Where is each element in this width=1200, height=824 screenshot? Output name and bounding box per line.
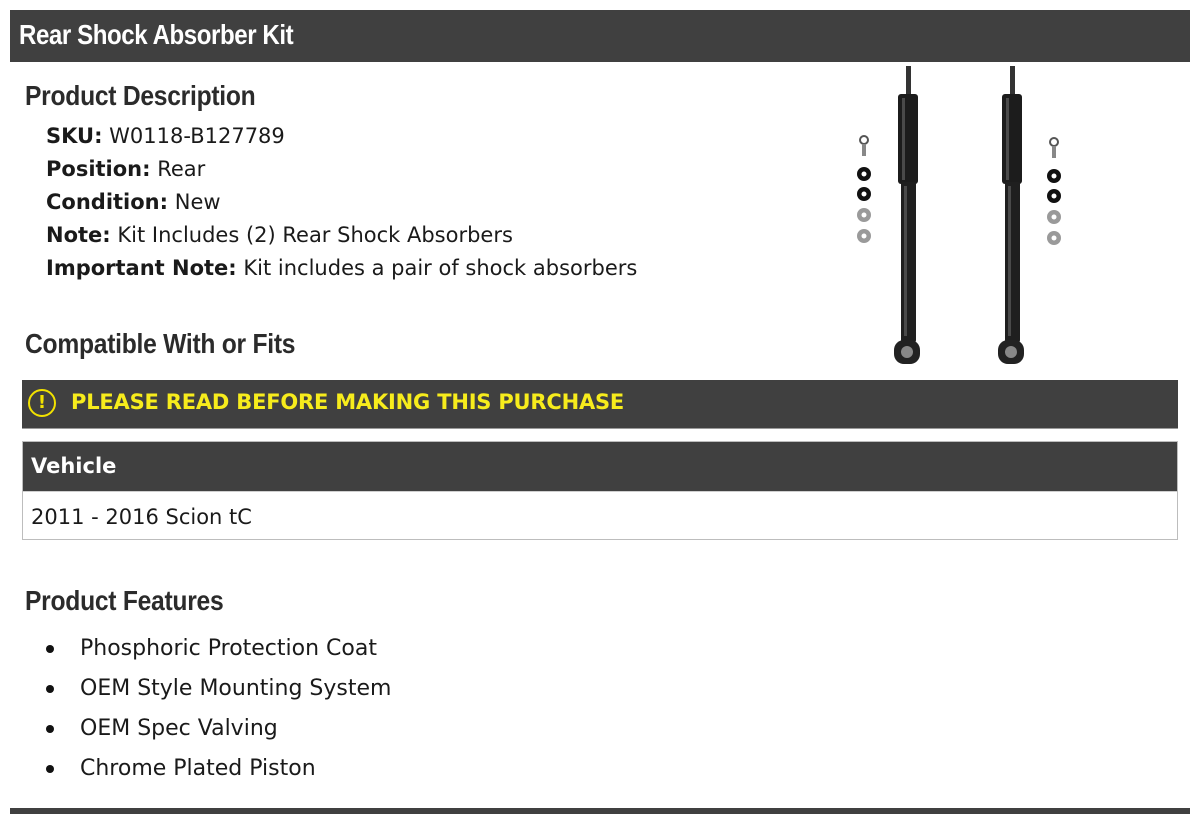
description-label: Condition: <box>46 190 169 214</box>
list-item <box>44 669 391 709</box>
shock-absorber-left-icon <box>894 66 920 364</box>
bullet-icon <box>46 765 54 773</box>
shock-absorber-pair-icon <box>840 62 1100 372</box>
feature-label: OEM Style Mounting System <box>80 676 392 701</box>
description-row-important-note <box>46 252 637 285</box>
compatibility-heading: Compatible With or Fits <box>25 328 296 359</box>
list-item <box>44 709 391 749</box>
feature-label: Chrome Plated Piston <box>80 756 316 781</box>
description-label: Note: <box>46 223 111 247</box>
description-value: New <box>174 190 221 214</box>
description-row-position <box>46 153 637 186</box>
description-row-condition <box>46 186 637 219</box>
vehicle-table-header: Vehicle <box>23 442 1177 491</box>
mounting-hardware-right-icon <box>1047 138 1061 245</box>
purchase-warning-banner <box>22 380 1178 428</box>
list-item <box>44 749 391 789</box>
description-row-note <box>46 219 637 252</box>
table-row: 2011 - 2016 Scion tC <box>23 491 1177 540</box>
vehicle-table <box>22 441 1178 540</box>
bullet-icon <box>46 725 54 733</box>
product-description-heading: Product Description <box>25 80 256 111</box>
warning-text: PLEASE READ BEFORE MAKING THIS PURCHASE <box>71 390 625 414</box>
mounting-hardware-left-icon <box>857 136 871 243</box>
description-value: Kit Includes (2) Rear Shock Absorbers <box>117 223 513 247</box>
description-row-sku <box>46 120 637 153</box>
warning-icon: ! <box>28 389 56 417</box>
feature-label: OEM Spec Valving <box>80 716 278 741</box>
bullet-icon <box>46 685 54 693</box>
description-label: Position: <box>46 157 151 181</box>
shock-absorber-right-icon <box>998 66 1024 364</box>
bullet-icon <box>46 645 54 653</box>
feature-label: Phosphoric Protection Coat <box>80 636 377 661</box>
description-value: Rear <box>157 157 206 181</box>
description-label: Important Note: <box>46 256 237 280</box>
bottom-divider <box>10 808 1190 814</box>
description-value: W0118-B127789 <box>109 124 285 148</box>
description-value: Kit includes a pair of shock absorbers <box>243 256 638 280</box>
title-bar <box>10 10 1190 62</box>
product-features-list <box>44 629 391 789</box>
page-title: Rear Shock Absorber Kit <box>19 19 294 50</box>
list-item <box>44 629 391 669</box>
product-description-list <box>46 120 637 285</box>
product-features-heading: Product Features <box>25 585 224 616</box>
description-label: SKU: <box>46 124 103 148</box>
